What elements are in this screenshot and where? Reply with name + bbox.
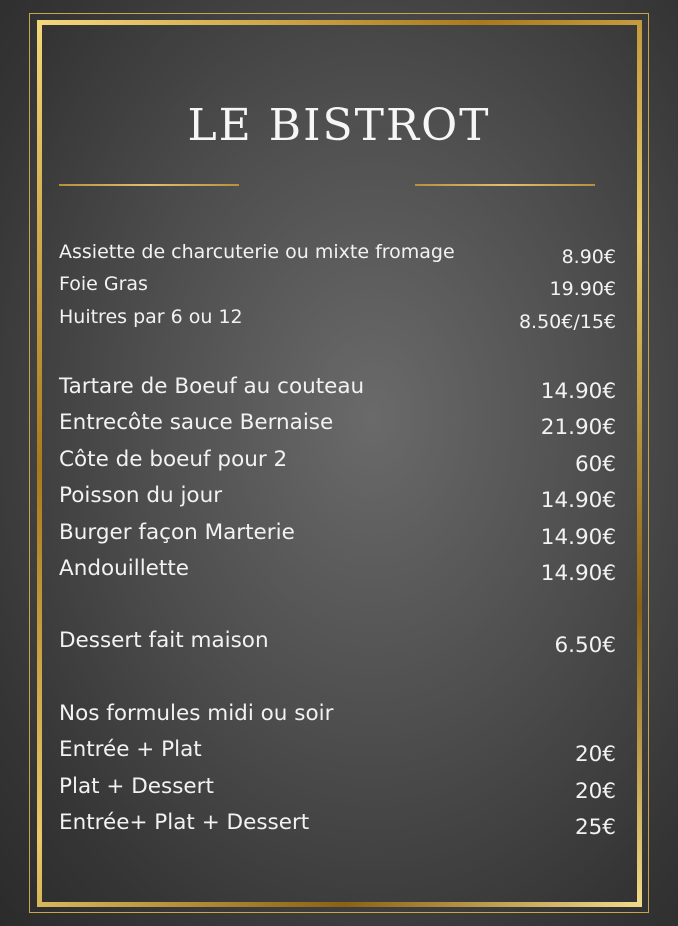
title-rule-right	[415, 184, 595, 186]
item-price: 14.90€	[540, 561, 616, 586]
menu-item-main	[59, 483, 616, 513]
item-price: 14.90€	[540, 488, 616, 513]
menu-item-starter	[59, 306, 616, 336]
item-name: Andouillette	[59, 556, 189, 581]
item-name: Huitres par 6 ou 12	[59, 306, 243, 328]
item-name: Tartare de Boeuf au couteau	[59, 374, 365, 399]
item-price: 25€	[574, 815, 616, 840]
formulas-heading	[59, 701, 616, 731]
item-price: 21.90€	[540, 415, 616, 440]
menu-item-starter	[59, 273, 616, 303]
menu-item-main	[59, 520, 616, 550]
item-price: 60€	[574, 452, 616, 477]
menu-item-formula	[59, 737, 616, 767]
section-heading: Nos formules midi ou soir	[59, 701, 334, 726]
item-name: Côte de boeuf pour 2	[59, 447, 288, 472]
item-name: Assiette de charcuterie ou mixte fromage	[59, 241, 455, 263]
item-name: Entrecôte sauce Bernaise	[59, 410, 334, 435]
item-name: Entrée + Plat	[59, 737, 202, 762]
item-price: 14.90€	[540, 379, 616, 404]
menu-item-dessert	[59, 628, 616, 658]
item-price: 8.50€/15€	[518, 311, 616, 333]
item-price: 6.50€	[554, 633, 616, 658]
item-name: Entrée+ Plat + Dessert	[59, 810, 310, 835]
menu-item-main	[59, 447, 616, 477]
item-price: 20€	[574, 779, 616, 804]
menu-item-formula	[59, 774, 616, 804]
item-price: 8.90€	[561, 246, 616, 268]
item-name: Plat + Dessert	[59, 774, 214, 799]
item-price: 19.90€	[549, 278, 616, 300]
menu-item-starter	[59, 241, 616, 271]
item-name: Dessert fait maison	[59, 628, 269, 653]
menu-item-main	[59, 374, 616, 404]
title-rule-left	[59, 184, 239, 186]
item-name: Poisson du jour	[59, 483, 223, 508]
menu-title: LE BISTROT	[187, 100, 491, 151]
menu-item-main	[59, 410, 616, 440]
item-name: Burger façon Marterie	[59, 520, 295, 545]
item-price: 14.90€	[540, 525, 616, 550]
menu-item-formula	[59, 810, 616, 840]
item-price: 20€	[574, 742, 616, 767]
item-name: Foie Gras	[59, 273, 148, 295]
menu-item-main	[59, 556, 616, 586]
